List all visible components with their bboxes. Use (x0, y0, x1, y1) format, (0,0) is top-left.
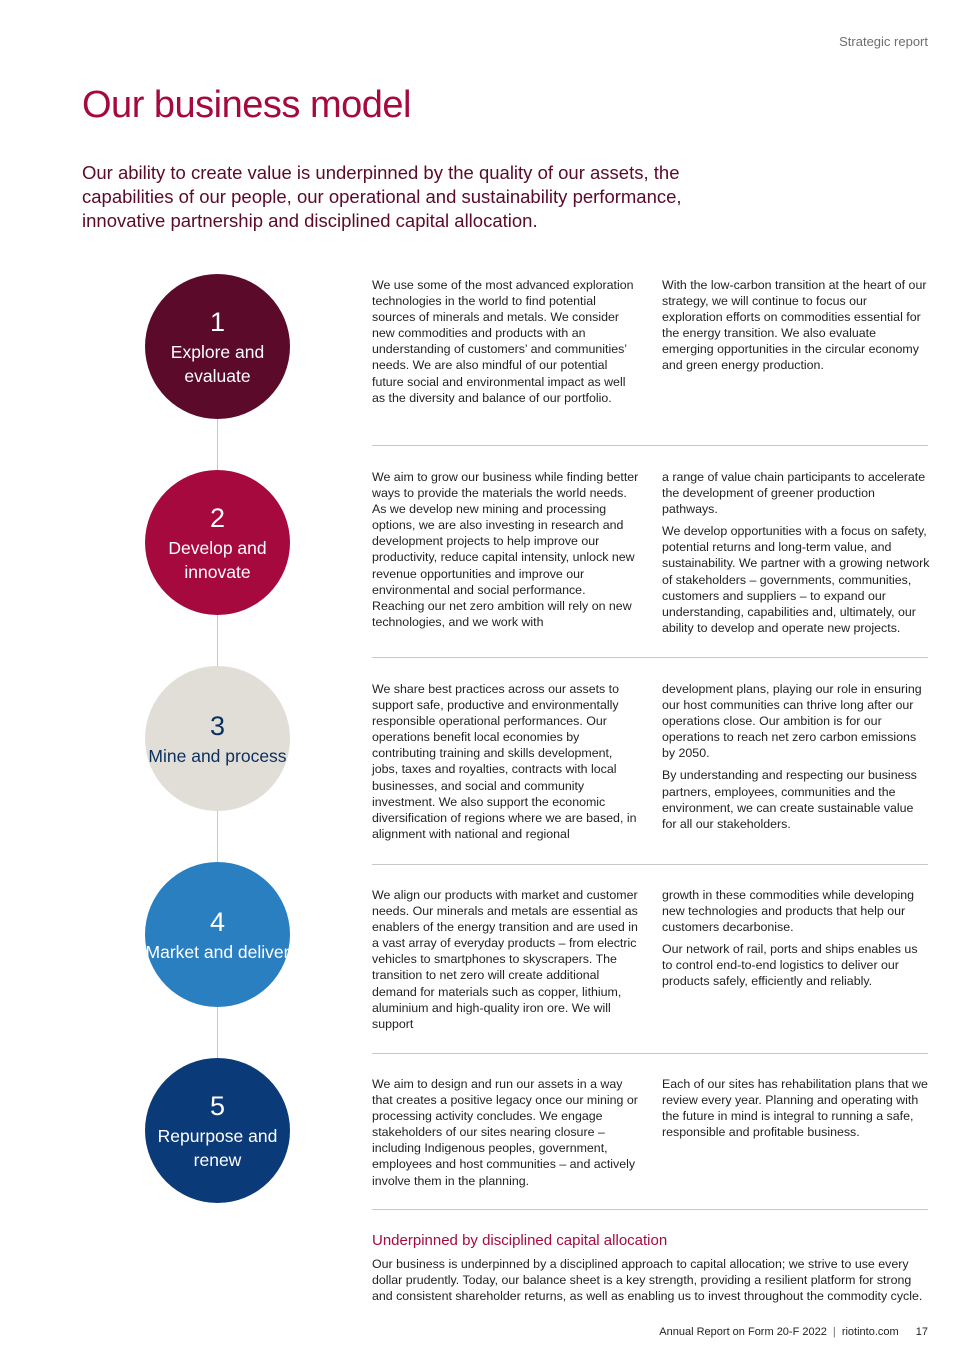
step-number: 1 (209, 306, 226, 337)
footer-site-link[interactable]: riotinto.com (841, 1326, 899, 1338)
step-2-text-left (372, 469, 640, 636)
step-paragraph: We align our products with market and customer needs. Our minerals and metals are essential as enablers of the energy transition and are used in a vast array of everyday products – from electric vehicles to smartphones to skyscrapers. The transition to net zero will create additional demand for materials such as copper, lithium, aluminium and high-quality iron ore. We will support (372, 888, 638, 1031)
step-paragraph: We develop opportunities with a focus on safety, potential returns and long-term value, and sustainability. We partner with a growing network of stakeholders – governments, communities, customers and suppliers – to expand our understanding, capabilities and, ultimately, our ability to develop and operate new projects. (662, 524, 930, 635)
section-divider (372, 1053, 928, 1054)
section-divider (372, 1209, 928, 1210)
step-label: Develop and innovate (168, 537, 267, 582)
step-label: Repurpose and renew (157, 1125, 278, 1170)
footer-separator: | (832, 1326, 836, 1338)
step-paragraph: Each of our sites has rehabilitation plans that we review every year. Planning and operating with the future in mind is integral to running a safe, responsible and profitable business. (662, 1077, 928, 1140)
section-divider (372, 657, 928, 658)
step-number: 2 (209, 502, 226, 533)
page-number: 17 (915, 1326, 928, 1338)
step-label: Mine and process (148, 745, 287, 766)
section-divider (372, 445, 928, 446)
step-circle-4 (145, 862, 290, 1007)
step-2-text-right (662, 469, 930, 642)
step-circle-1 (145, 274, 290, 419)
step-paragraph: With the low-carbon transition at the heart of our strategy, we will continue to focus our exploration efforts on commodities essential for the energy transition. We also evaluate emerging opportunities in the circular economy and green energy production. (662, 278, 927, 373)
step-paragraph: By understanding and respecting our business partners, employees, communities and the environment, we can create sustainable value for all our stakeholders. (662, 768, 917, 831)
capital-allocation-text: Our business is underpinned by a disciplined approach to capital allocation; we strive to use every dollar prudently. Today, our balance sheet is a key strength, providing a resilient platform for strong and consistent shareholder returns, as well as enabling us to invest throughout the commodity cycle. (372, 1257, 923, 1304)
step-1-text-right (662, 277, 930, 380)
step-1-text-left (372, 277, 640, 412)
footer-report-title: Annual Report on Form 20-F 2022 (659, 1326, 827, 1338)
page-title: Our business model (82, 84, 411, 126)
step-label: Explore and evaluate (170, 341, 265, 386)
step-number: 4 (209, 906, 226, 937)
step-number: 3 (209, 710, 226, 741)
step-circle-3 (145, 666, 290, 811)
step-3-text-right (662, 681, 930, 838)
step-label: Market and deliver (145, 941, 290, 962)
section-label: Strategic report (839, 34, 928, 49)
step-paragraph: We aim to grow our business while finding better ways to provide the materials the world needs. As we develop new mining and processing options, we are also investing in research and development projects to help improve our productivity, reduce capital intensity, unlock new revenue opportunities and improve our environmental and social performance. Reaching our net zero ambition will rely on new technologies, and we work with (372, 470, 639, 629)
step-paragraph: development plans, playing our role in ensuring our host communities can thrive long after our operations close. Our ambition is for our operations to reach net zero carbon emissions by 2050. (662, 682, 922, 761)
step-4-text-left (372, 887, 640, 1038)
step-number: 5 (209, 1090, 226, 1121)
step-circle-2 (145, 470, 290, 615)
step-paragraph: We use some of the most advanced exploration technologies in the world to find potential sources of minerals and metals. We consider new commodities and products with an understanding of customers’ and communities’ needs. We are also mindful of our potential future social and environmental impact as well as the diversity and balance of our portfolio. (372, 278, 634, 405)
step-paragraph: We aim to design and run our assets in a way that creates a positive legacy once our mining or processing activity concludes. We engage stakeholders of our sites nearing closure – including Indigenous peoples, government, employees and host communities – and actively involve them in the planning. (372, 1077, 638, 1188)
step-4-text-right (662, 887, 930, 996)
step-circle-5 (145, 1058, 290, 1203)
intro-text: Our ability to create value is underpinned by the quality of our assets, the capabilities of our people, our operational and sustainability performance, innovative partnership and disciplined capital allocation. (82, 162, 682, 231)
step-5-text-left (372, 1076, 640, 1195)
page-footer (659, 1326, 928, 1338)
step-3-text-left (372, 681, 640, 848)
step-paragraph: Our network of rail, ports and ships enables us to control end-to-end logistics to deliver our products safely, efficiently and reliably. (662, 942, 918, 989)
step-paragraph: We share best practices across our assets to support safe, productive and environmentally responsible operational performances. Our operations benefit local economies by contributing training and skills development, jobs, taxes and royalties, contracts with local businesses, and social and community investment. We also support the economic diversification of regions where we are based, in alignment with national and regional (372, 682, 637, 841)
step-5-text-right (662, 1076, 930, 1146)
step-paragraph: a range of value chain participants to accelerate the development of greener production pathways. (662, 470, 926, 517)
capital-allocation-title: Underpinned by disciplined capital allocation (372, 1232, 668, 1249)
section-divider (372, 864, 928, 865)
step-paragraph: growth in these commodities while developing new technologies and products that help our customers decarbonise. (662, 888, 915, 935)
